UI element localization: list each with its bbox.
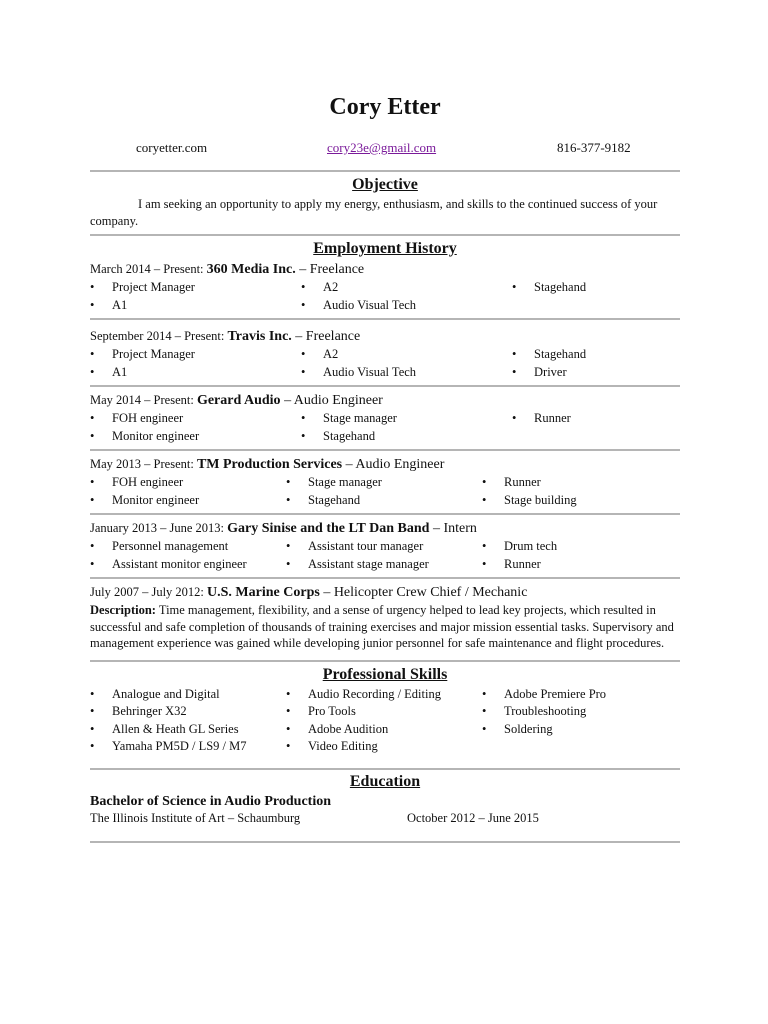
job-company: Gary Sinise and the LT Dan Band	[227, 521, 430, 536]
list-item: • Allen & Heath GL Series	[90, 721, 286, 739]
objective-text: I am seeking an opportunity to apply my energy, enthusiasm, and skills to the continued success of your company.	[90, 197, 658, 228]
list-item: • Analogue and Digital	[90, 686, 286, 704]
list-item: • Stagehand	[512, 346, 680, 364]
job-duties	[90, 410, 680, 445]
list-item: • Soldering	[482, 721, 680, 739]
job-entry	[90, 579, 680, 660]
resume-page	[90, 0, 680, 843]
list-item: • FOH engineer	[90, 474, 286, 492]
divider	[90, 768, 680, 770]
list-item: • Stagehand	[512, 279, 680, 297]
job-role: – Freelance	[295, 262, 365, 277]
job-dates: September 2014 – Present:	[90, 329, 228, 343]
job-entry	[90, 515, 680, 577]
list-item: • A2	[301, 346, 512, 364]
list-item: • Audio Visual Tech	[301, 297, 512, 315]
job-header	[90, 260, 680, 279]
job-duties	[90, 538, 680, 573]
list-item: • A1	[90, 297, 301, 315]
job-header	[90, 519, 680, 538]
list-item: • Stage manager	[301, 410, 512, 428]
list-item: • Stagehand	[301, 428, 512, 446]
contact-line	[90, 140, 680, 160]
list-item: • Adobe Audition	[286, 721, 482, 739]
list-item: • Stage manager	[286, 474, 482, 492]
website-link[interactable]: coryetter.com	[136, 140, 208, 155]
job-header	[90, 583, 680, 602]
email-link[interactable]: cory23e@gmail.com	[327, 140, 437, 155]
job-description	[90, 602, 680, 652]
job-entry	[90, 320, 680, 385]
divider	[90, 841, 680, 843]
list-item: • A2	[301, 279, 512, 297]
job-header	[90, 455, 680, 474]
description-label: Description:	[90, 603, 156, 617]
job-company: Travis Inc.	[227, 329, 292, 344]
job-company: TM Production Services	[196, 457, 343, 472]
list-item: • Audio Recording / Editing	[286, 686, 482, 704]
list-item: • FOH engineer	[90, 410, 301, 428]
list-item: • Runner	[512, 410, 680, 428]
job-header	[90, 327, 680, 346]
job-dates: January 2013 – June 2013:	[90, 521, 228, 535]
job-dates: July 2007 – July 2012:	[90, 585, 208, 599]
job-header	[90, 391, 680, 410]
list-item: • Pro Tools	[286, 703, 482, 721]
divider	[90, 234, 680, 236]
job-dates: May 2014 – Present:	[90, 393, 197, 407]
job-role: – Helicopter Crew Chief / Mechanic	[319, 585, 528, 600]
job-entry	[90, 451, 680, 513]
job-entry	[90, 260, 680, 318]
job-role: – Freelance	[291, 329, 361, 344]
job-entry	[90, 387, 680, 449]
list-item: • A1	[90, 364, 301, 382]
description-text: Time management, flexibility, and a sense of urgency helped to lead key projects, which resulted in successful and safe completion of thousands of training exercises and major mission essential tasks. Supervisory and management experience was gained while developing junior personnel for safe maintenance and flight procedures.	[90, 603, 674, 650]
list-item: • Personnel management	[90, 538, 286, 556]
job-role: – Audio Engineer	[280, 393, 383, 408]
list-item: • Assistant tour manager	[286, 538, 482, 556]
education-heading: Education	[349, 772, 421, 790]
job-company: 360 Media Inc.	[206, 262, 296, 277]
job-duties	[90, 346, 680, 381]
divider	[90, 660, 680, 662]
education-school: The Illinois Institute of Art – Schaumburg	[90, 810, 301, 825]
list-item: • Project Manager	[90, 279, 301, 297]
job-company: Gerard Audio	[196, 393, 281, 408]
list-item: • Monitor engineer	[90, 428, 301, 446]
divider	[90, 170, 680, 172]
list-item: • Audio Visual Tech	[301, 364, 512, 382]
list-item: • Drum tech	[482, 538, 680, 556]
job-dates: May 2013 – Present:	[90, 457, 197, 471]
phone-number: 816-377-9182	[557, 140, 631, 155]
job-role: – Intern	[429, 521, 477, 536]
list-item: • Yamaha PM5D / LS9 / M7	[90, 738, 286, 756]
list-item: • Monitor engineer	[90, 492, 286, 510]
skills-list	[90, 686, 680, 756]
education-dates: October 2012 – June 2015	[407, 810, 539, 825]
objective-heading: Objective	[352, 176, 418, 193]
education-degree: Bachelor of Science in Audio Production	[90, 793, 331, 809]
list-item: • Behringer X32	[90, 703, 286, 721]
list-item: • Video Editing	[286, 738, 482, 756]
list-item: • Runner	[482, 474, 680, 492]
list-item: • Stagehand	[286, 492, 482, 510]
list-item: • Adobe Premiere Pro	[482, 686, 680, 704]
job-role: – Audio Engineer	[342, 457, 445, 472]
list-item: • Troubleshooting	[482, 703, 680, 721]
candidate-name: Cory Etter	[329, 94, 441, 120]
job-dates: March 2014 – Present:	[90, 262, 207, 276]
list-item: • Stage building	[482, 492, 680, 510]
list-item: • Runner	[482, 556, 680, 574]
skills-heading: Professional Skills	[322, 665, 448, 683]
employment-heading: Employment History	[313, 240, 457, 257]
list-item: • Project Manager	[90, 346, 301, 364]
list-item: • Driver	[512, 364, 680, 382]
list-item: • Assistant monitor engineer	[90, 556, 286, 574]
job-duties	[90, 474, 680, 509]
job-duties	[90, 279, 680, 314]
education-details	[90, 811, 680, 829]
job-company: U.S. Marine Corps	[207, 585, 320, 600]
list-item: • Assistant stage manager	[286, 556, 482, 574]
